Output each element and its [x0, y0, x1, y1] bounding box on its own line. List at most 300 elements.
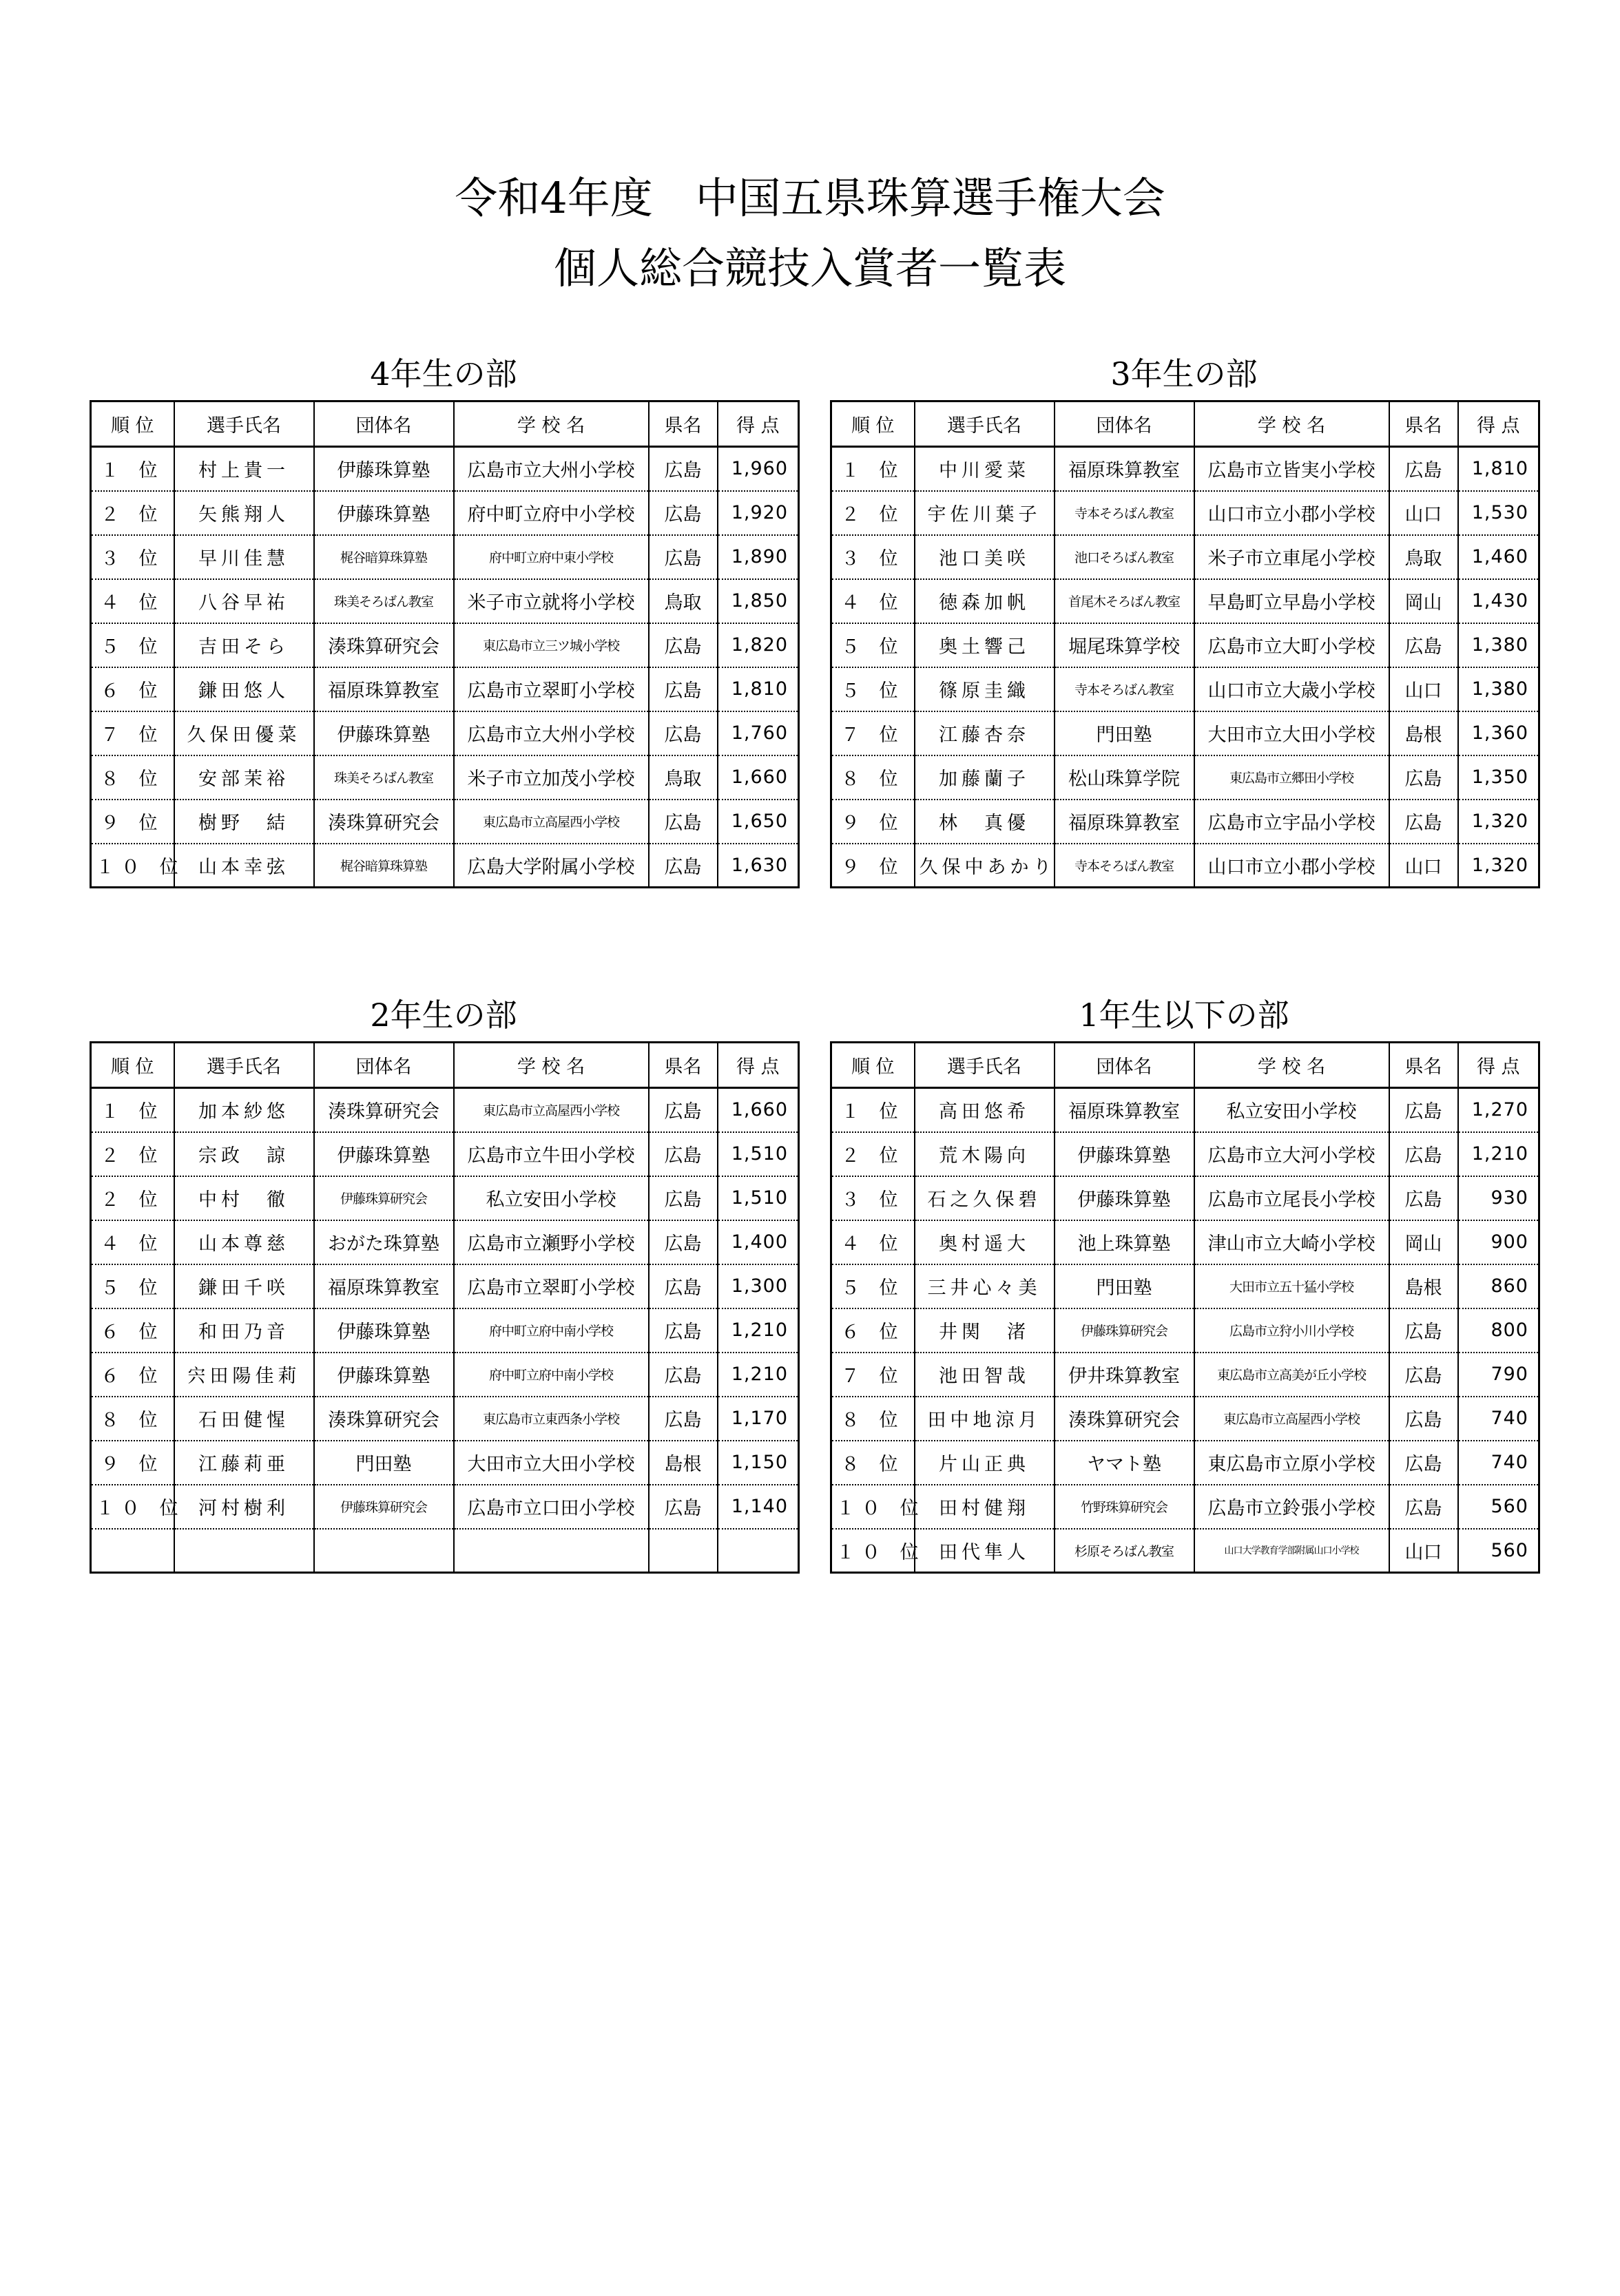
table-row — [831, 623, 1539, 667]
cell-score: 1,960 — [718, 447, 799, 491]
cell-school: 東広島市立東西条小学校 — [454, 1397, 649, 1441]
header-rank: 順 位 — [831, 1043, 915, 1088]
cell-club: 湊珠算研究会 — [314, 623, 454, 667]
cell-school: 米子市立就将小学校 — [454, 579, 649, 623]
cell-club: 伊藤珠算塾 — [314, 447, 454, 491]
page-title: 令和4年度 中国五県珠算選手権大会 — [455, 173, 1165, 223]
table-row — [831, 1220, 1539, 1264]
cell-rank: ７ 位 — [831, 711, 915, 755]
cell-club: 伊藤珠算塾 — [314, 711, 454, 755]
cell-prefecture: 広島 — [1389, 447, 1458, 491]
cell-prefecture: 山口 — [1389, 1529, 1458, 1573]
header-prefecture: 県名 — [1389, 401, 1458, 447]
cell-school: 府中町立府中南小学校 — [454, 1308, 649, 1353]
header-name: 選手氏名 — [915, 1043, 1055, 1088]
cell-rank: ２ 位 — [831, 1132, 915, 1176]
cell-score — [718, 1529, 799, 1573]
cell-club: 湊珠算研究会 — [314, 800, 454, 844]
table-row — [91, 1308, 799, 1353]
cell-club: 門田塾 — [1055, 1264, 1194, 1308]
cell-prefecture: 広島 — [1389, 1441, 1458, 1485]
cell-school: 東広島市立高美が丘小学校 — [1194, 1353, 1389, 1397]
cell-name: 中村 徹 — [174, 1176, 314, 1220]
table-row — [831, 1441, 1539, 1485]
cell-score: 1,760 — [718, 711, 799, 755]
cell-score: 1,170 — [718, 1397, 799, 1441]
cell-school: 山口市立小郡小学校 — [1194, 491, 1389, 535]
cell-rank: ８ 位 — [91, 755, 174, 800]
header-club: 団体名 — [1055, 1043, 1194, 1088]
cell-school: 大田市立五十猛小学校 — [1194, 1264, 1389, 1308]
header-score: 得 点 — [1458, 1043, 1539, 1088]
cell-name: 荒木陽向 — [915, 1132, 1055, 1176]
cell-school: 広島市立大州小学校 — [454, 711, 649, 755]
cell-club: 福原珠算教室 — [1055, 1088, 1194, 1132]
cell-club: 伊藤珠算塾 — [1055, 1176, 1194, 1220]
cell-school: 東広島市立原小学校 — [1194, 1441, 1389, 1485]
table-row — [831, 1088, 1539, 1132]
table-row — [91, 1264, 799, 1308]
cell-rank: ６ 位 — [91, 1353, 174, 1397]
cell-club: 伊藤珠算塾 — [314, 1353, 454, 1397]
cell-club: おがた珠算塾 — [314, 1220, 454, 1264]
cell-score: 1,140 — [718, 1485, 799, 1529]
cell-school: 府中町立府中小学校 — [454, 491, 649, 535]
cell-club: 福原珠算教室 — [314, 1264, 454, 1308]
table-row — [831, 1308, 1539, 1353]
results-table — [90, 1041, 800, 1574]
table-row — [91, 1485, 799, 1529]
cell-prefecture: 岡山 — [1389, 579, 1458, 623]
cell-name: 吉田そら — [174, 623, 314, 667]
cell-school — [454, 1529, 649, 1573]
cell-score: 1,920 — [718, 491, 799, 535]
table-row — [831, 447, 1539, 491]
cell-school: 府中町立府中東小学校 — [454, 535, 649, 579]
cell-score: 1,300 — [718, 1264, 799, 1308]
cell-prefecture: 島根 — [1389, 711, 1458, 755]
section-grade1-and-below — [830, 989, 1540, 1574]
cell-rank: ９ 位 — [91, 800, 174, 844]
table-row — [831, 755, 1539, 800]
cell-prefecture: 鳥取 — [1389, 535, 1458, 579]
cell-club: 珠美そろばん教室 — [314, 755, 454, 800]
cell-score: 1,660 — [718, 755, 799, 800]
cell-score: 1,850 — [718, 579, 799, 623]
cell-school: 広島大学附属小学校 — [454, 844, 649, 888]
header-name: 選手氏名 — [174, 1043, 314, 1088]
cell-club: 伊藤珠算塾 — [314, 1308, 454, 1353]
cell-score: 1,210 — [718, 1308, 799, 1353]
cell-rank: １０ 位 — [831, 1485, 915, 1529]
cell-score: 1,270 — [1458, 1088, 1539, 1132]
table-row — [831, 711, 1539, 755]
cell-prefecture: 広島 — [649, 535, 718, 579]
cell-school: 広島市立狩小川小学校 — [1194, 1308, 1389, 1353]
cell-rank: ２ 位 — [91, 491, 174, 535]
cell-prefecture: 広島 — [649, 667, 718, 711]
cell-name: 江藤杏奈 — [915, 711, 1055, 755]
cell-school: 早島町立早島小学校 — [1194, 579, 1389, 623]
table-row — [831, 1132, 1539, 1176]
section-title: 4年生の部 — [370, 355, 517, 393]
cell-name: 安部茉裕 — [174, 755, 314, 800]
cell-name: 田代隼人 — [915, 1529, 1055, 1573]
cell-school: 津山市立大崎小学校 — [1194, 1220, 1389, 1264]
cell-prefecture: 山口 — [1389, 491, 1458, 535]
cell-club: 湊珠算研究会 — [314, 1397, 454, 1441]
table-row — [831, 1485, 1539, 1529]
table-row — [831, 1353, 1539, 1397]
cell-prefecture: 広島 — [649, 1353, 718, 1397]
cell-score: 860 — [1458, 1264, 1539, 1308]
table-row — [831, 1529, 1539, 1573]
cell-name: 奥村遥大 — [915, 1220, 1055, 1264]
table-header-row — [91, 1043, 799, 1088]
cell-name: 早川佳慧 — [174, 535, 314, 579]
cell-rank: ９ 位 — [91, 1441, 174, 1485]
table-row — [91, 800, 799, 844]
table-row — [831, 844, 1539, 888]
cell-name: 篠原圭織 — [915, 667, 1055, 711]
cell-club: 伊藤珠算塾 — [314, 1132, 454, 1176]
cell-club: 伊藤珠算研究会 — [314, 1485, 454, 1529]
cell-prefecture: 広島 — [1389, 800, 1458, 844]
cell-rank: ４ 位 — [91, 579, 174, 623]
cell-rank: １ 位 — [831, 1088, 915, 1132]
cell-school: 山口市立小郡小学校 — [1194, 844, 1389, 888]
cell-score: 900 — [1458, 1220, 1539, 1264]
cell-name: 宍田陽佳莉 — [174, 1353, 314, 1397]
section-grade2 — [90, 989, 800, 1574]
cell-score: 1,360 — [1458, 711, 1539, 755]
header-school: 学 校 名 — [454, 401, 649, 447]
cell-school: 東広島市立高屋西小学校 — [454, 1088, 649, 1132]
cell-rank: ７ 位 — [91, 711, 174, 755]
cell-school: 大田市立大田小学校 — [1194, 711, 1389, 755]
cell-rank: １０ 位 — [831, 1529, 915, 1573]
cell-name: 高田悠希 — [915, 1088, 1055, 1132]
cell-rank: ６ 位 — [91, 667, 174, 711]
cell-school: 大田市立大田小学校 — [454, 1441, 649, 1485]
cell-score: 1,510 — [718, 1176, 799, 1220]
header-rank: 順 位 — [91, 1043, 174, 1088]
cell-club: 伊藤珠算研究会 — [1055, 1308, 1194, 1353]
cell-prefecture: 広島 — [1389, 623, 1458, 667]
cell-score: 1,810 — [718, 667, 799, 711]
cell-rank: １ 位 — [91, 1088, 174, 1132]
cell-club: 杉原そろばん教室 — [1055, 1529, 1194, 1573]
cell-rank: ５ 位 — [831, 1264, 915, 1308]
cell-score: 1,430 — [1458, 579, 1539, 623]
header-club: 団体名 — [314, 401, 454, 447]
cell-club: 伊藤珠算塾 — [314, 491, 454, 535]
cell-name: 和田乃音 — [174, 1308, 314, 1353]
table-row — [91, 1132, 799, 1176]
cell-prefecture: 広島 — [1389, 1353, 1458, 1397]
cell-name: 井関 渚 — [915, 1308, 1055, 1353]
cell-name: 鎌田千咲 — [174, 1264, 314, 1308]
cell-rank: ２ 位 — [831, 491, 915, 535]
table-row — [91, 535, 799, 579]
section-title: 1年生以下の部 — [1079, 996, 1289, 1034]
cell-name: 久保田優菜 — [174, 711, 314, 755]
cell-club: 寺本そろばん教室 — [1055, 491, 1194, 535]
cell-name: 河村樹利 — [174, 1485, 314, 1529]
cell-club: 竹野珠算研究会 — [1055, 1485, 1194, 1529]
cell-prefecture: 広島 — [649, 1176, 718, 1220]
cell-name: 矢熊翔人 — [174, 491, 314, 535]
cell-rank: ３ 位 — [831, 1176, 915, 1220]
cell-score: 1,350 — [1458, 755, 1539, 800]
cell-rank: ２ 位 — [91, 1176, 174, 1220]
cell-rank: ５ 位 — [91, 623, 174, 667]
cell-name: 樹野 結 — [174, 800, 314, 844]
cell-club: 松山珠算学院 — [1055, 755, 1194, 800]
cell-school: 東広島市立郷田小学校 — [1194, 755, 1389, 800]
cell-school: 私立安田小学校 — [454, 1176, 649, 1220]
cell-name: 鎌田悠人 — [174, 667, 314, 711]
cell-rank: １０ 位 — [91, 844, 174, 888]
cell-school: 広島市立尾長小学校 — [1194, 1176, 1389, 1220]
cell-school: 山口大学教育学部附属山口小学校 — [1194, 1529, 1389, 1573]
table-row — [831, 535, 1539, 579]
cell-club: 伊藤珠算研究会 — [314, 1176, 454, 1220]
cell-name: 池田智哉 — [915, 1353, 1055, 1397]
cell-prefecture: 広島 — [649, 1088, 718, 1132]
cell-school: 府中町立府中南小学校 — [454, 1353, 649, 1397]
cell-prefecture: 鳥取 — [649, 579, 718, 623]
cell-score: 1,890 — [718, 535, 799, 579]
table-row — [91, 1529, 799, 1573]
header-school: 学 校 名 — [1194, 401, 1389, 447]
cell-prefecture: 広島 — [1389, 1397, 1458, 1441]
cell-club: ヤマト塾 — [1055, 1441, 1194, 1485]
cell-school: 広島市立大河小学校 — [1194, 1132, 1389, 1176]
cell-name: 徳森加帆 — [915, 579, 1055, 623]
table-row — [91, 623, 799, 667]
cell-school: 山口市立大歳小学校 — [1194, 667, 1389, 711]
cell-club: 首尾木そろばん教室 — [1055, 579, 1194, 623]
table-row — [91, 491, 799, 535]
cell-prefecture: 広島 — [1389, 1176, 1458, 1220]
cell-rank: ４ 位 — [831, 1220, 915, 1264]
cell-prefecture: 広島 — [1389, 1485, 1458, 1529]
cell-name: 村上貴一 — [174, 447, 314, 491]
cell-club: 福原珠算教室 — [1055, 800, 1194, 844]
cell-prefecture: 広島 — [649, 1308, 718, 1353]
cell-rank: ５ 位 — [91, 1264, 174, 1308]
cell-school: 広島市立大町小学校 — [1194, 623, 1389, 667]
header-school: 学 校 名 — [454, 1043, 649, 1088]
cell-club — [314, 1529, 454, 1573]
cell-rank: ３ 位 — [831, 535, 915, 579]
cell-prefecture: 広島 — [649, 844, 718, 888]
table-row — [831, 800, 1539, 844]
cell-prefecture: 広島 — [649, 623, 718, 667]
table-header-row — [831, 1043, 1539, 1088]
cell-rank: ９ 位 — [831, 800, 915, 844]
cell-club: 池口そろばん教室 — [1055, 535, 1194, 579]
cell-rank: ９ 位 — [831, 844, 915, 888]
cell-score: 560 — [1458, 1485, 1539, 1529]
cell-name: 加藤蘭子 — [915, 755, 1055, 800]
cell-school: 広島市立翠町小学校 — [454, 1264, 649, 1308]
cell-rank: ４ 位 — [91, 1220, 174, 1264]
header-name: 選手氏名 — [915, 401, 1055, 447]
cell-rank: ６ 位 — [91, 1308, 174, 1353]
cell-school: 東広島市立三ツ城小学校 — [454, 623, 649, 667]
table-row — [831, 667, 1539, 711]
cell-rank: １ 位 — [91, 447, 174, 491]
cell-school: 広島市立大州小学校 — [454, 447, 649, 491]
table-row — [91, 1176, 799, 1220]
header-club: 団体名 — [314, 1043, 454, 1088]
cell-rank: ８ 位 — [831, 755, 915, 800]
cell-prefecture: 広島 — [1389, 1088, 1458, 1132]
cell-rank: １０ 位 — [91, 1485, 174, 1529]
header-name: 選手氏名 — [174, 401, 314, 447]
header-rank: 順 位 — [91, 401, 174, 447]
cell-score: 1,320 — [1458, 800, 1539, 844]
cell-score: 1,530 — [1458, 491, 1539, 535]
cell-rank: ５ 位 — [831, 667, 915, 711]
cell-name: 石之久保碧 — [915, 1176, 1055, 1220]
table-row — [91, 579, 799, 623]
table-row — [91, 1397, 799, 1441]
cell-name: 山本幸弦 — [174, 844, 314, 888]
table-row — [91, 667, 799, 711]
cell-prefecture: 広島 — [1389, 755, 1458, 800]
table-row — [91, 755, 799, 800]
cell-prefecture: 島根 — [1389, 1264, 1458, 1308]
cell-name: 加本紗悠 — [174, 1088, 314, 1132]
cell-score: 790 — [1458, 1353, 1539, 1397]
cell-school: 広島市立鈴張小学校 — [1194, 1485, 1389, 1529]
cell-school: 東広島市立高屋西小学校 — [1194, 1397, 1389, 1441]
table-row — [831, 1264, 1539, 1308]
cell-name: 山本尊慈 — [174, 1220, 314, 1264]
table-row — [831, 1397, 1539, 1441]
table-row — [91, 1220, 799, 1264]
cell-club: 池上珠算塾 — [1055, 1220, 1194, 1264]
cell-name: 片山正典 — [915, 1441, 1055, 1485]
table-row — [831, 1176, 1539, 1220]
cell-prefecture: 広島 — [649, 800, 718, 844]
cell-school: 広島市立皆実小学校 — [1194, 447, 1389, 491]
cell-school: 米子市立加茂小学校 — [454, 755, 649, 800]
cell-school: 広島市立瀬野小学校 — [454, 1220, 649, 1264]
section-grade4 — [90, 348, 800, 888]
cell-club: 福原珠算教室 — [314, 667, 454, 711]
cell-rank: ２ 位 — [91, 1132, 174, 1176]
cell-score: 1,380 — [1458, 623, 1539, 667]
cell-prefecture: 広島 — [1389, 1132, 1458, 1176]
cell-prefecture: 広島 — [649, 1264, 718, 1308]
header-score: 得 点 — [718, 1043, 799, 1088]
cell-club: 門田塾 — [314, 1441, 454, 1485]
cell-prefecture: 広島 — [649, 1397, 718, 1441]
header-school: 学 校 名 — [1194, 1043, 1389, 1088]
cell-prefecture: 山口 — [1389, 844, 1458, 888]
table-row — [91, 711, 799, 755]
cell-prefecture: 広島 — [649, 1132, 718, 1176]
cell-rank — [91, 1529, 174, 1573]
cell-club: 堀尾珠算学校 — [1055, 623, 1194, 667]
cell-rank: ６ 位 — [831, 1308, 915, 1353]
cell-school: 東広島市立高屋西小学校 — [454, 800, 649, 844]
cell-club: 珠美そろばん教室 — [314, 579, 454, 623]
cell-name: 江藤莉亜 — [174, 1441, 314, 1485]
results-table — [830, 1041, 1540, 1574]
cell-school: 米子市立車尾小学校 — [1194, 535, 1389, 579]
header-prefecture: 県名 — [1389, 1043, 1458, 1088]
table-row — [831, 491, 1539, 535]
cell-school: 広島市立口田小学校 — [454, 1485, 649, 1529]
cell-rank: １ 位 — [831, 447, 915, 491]
cell-prefecture: 島根 — [649, 1441, 718, 1485]
cell-score: 740 — [1458, 1441, 1539, 1485]
cell-score: 1,320 — [1458, 844, 1539, 888]
cell-prefecture: 広島 — [1389, 1308, 1458, 1353]
results-table — [830, 400, 1540, 888]
cell-score: 1,380 — [1458, 667, 1539, 711]
table-row — [91, 1441, 799, 1485]
cell-score: 1,460 — [1458, 535, 1539, 579]
cell-name: 石田健惺 — [174, 1397, 314, 1441]
cell-prefecture — [649, 1529, 718, 1573]
table-header-row — [91, 401, 799, 447]
cell-score: 1,210 — [718, 1353, 799, 1397]
cell-name: 奥土響己 — [915, 623, 1055, 667]
cell-score: 1,810 — [1458, 447, 1539, 491]
cell-score: 1,820 — [718, 623, 799, 667]
header-score: 得 点 — [1458, 401, 1539, 447]
cell-name: 宇佐川葉子 — [915, 491, 1055, 535]
header-rank: 順 位 — [831, 401, 915, 447]
cell-rank: ７ 位 — [831, 1353, 915, 1397]
cell-school: 広島市立牛田小学校 — [454, 1132, 649, 1176]
cell-score: 930 — [1458, 1176, 1539, 1220]
table-row — [91, 1353, 799, 1397]
cell-score: 1,630 — [718, 844, 799, 888]
cell-name: 池口美咲 — [915, 535, 1055, 579]
cell-prefecture: 広島 — [649, 711, 718, 755]
page-subtitle: 個人総合競技入賞者一覧表 — [553, 243, 1066, 293]
cell-club: 伊井珠算教室 — [1055, 1353, 1194, 1397]
cell-school: 私立安田小学校 — [1194, 1088, 1389, 1132]
cell-score: 740 — [1458, 1397, 1539, 1441]
header-club: 団体名 — [1055, 401, 1194, 447]
cell-name: 久保中あかり — [915, 844, 1055, 888]
cell-club: 寺本そろばん教室 — [1055, 667, 1194, 711]
cell-name — [174, 1529, 314, 1573]
section-grade3 — [830, 348, 1540, 888]
table-row — [91, 1088, 799, 1132]
cell-score: 1,400 — [718, 1220, 799, 1264]
cell-prefecture: 広島 — [649, 491, 718, 535]
cell-school: 広島市立翠町小学校 — [454, 667, 649, 711]
header-prefecture: 県名 — [649, 1043, 718, 1088]
cell-rank: ８ 位 — [831, 1397, 915, 1441]
section-title: 3年生の部 — [1110, 355, 1258, 393]
cell-club: 門田塾 — [1055, 711, 1194, 755]
cell-score: 1,210 — [1458, 1132, 1539, 1176]
header-prefecture: 県名 — [649, 401, 718, 447]
header-score: 得 点 — [718, 401, 799, 447]
cell-prefecture: 広島 — [649, 447, 718, 491]
cell-prefecture: 広島 — [649, 1220, 718, 1264]
